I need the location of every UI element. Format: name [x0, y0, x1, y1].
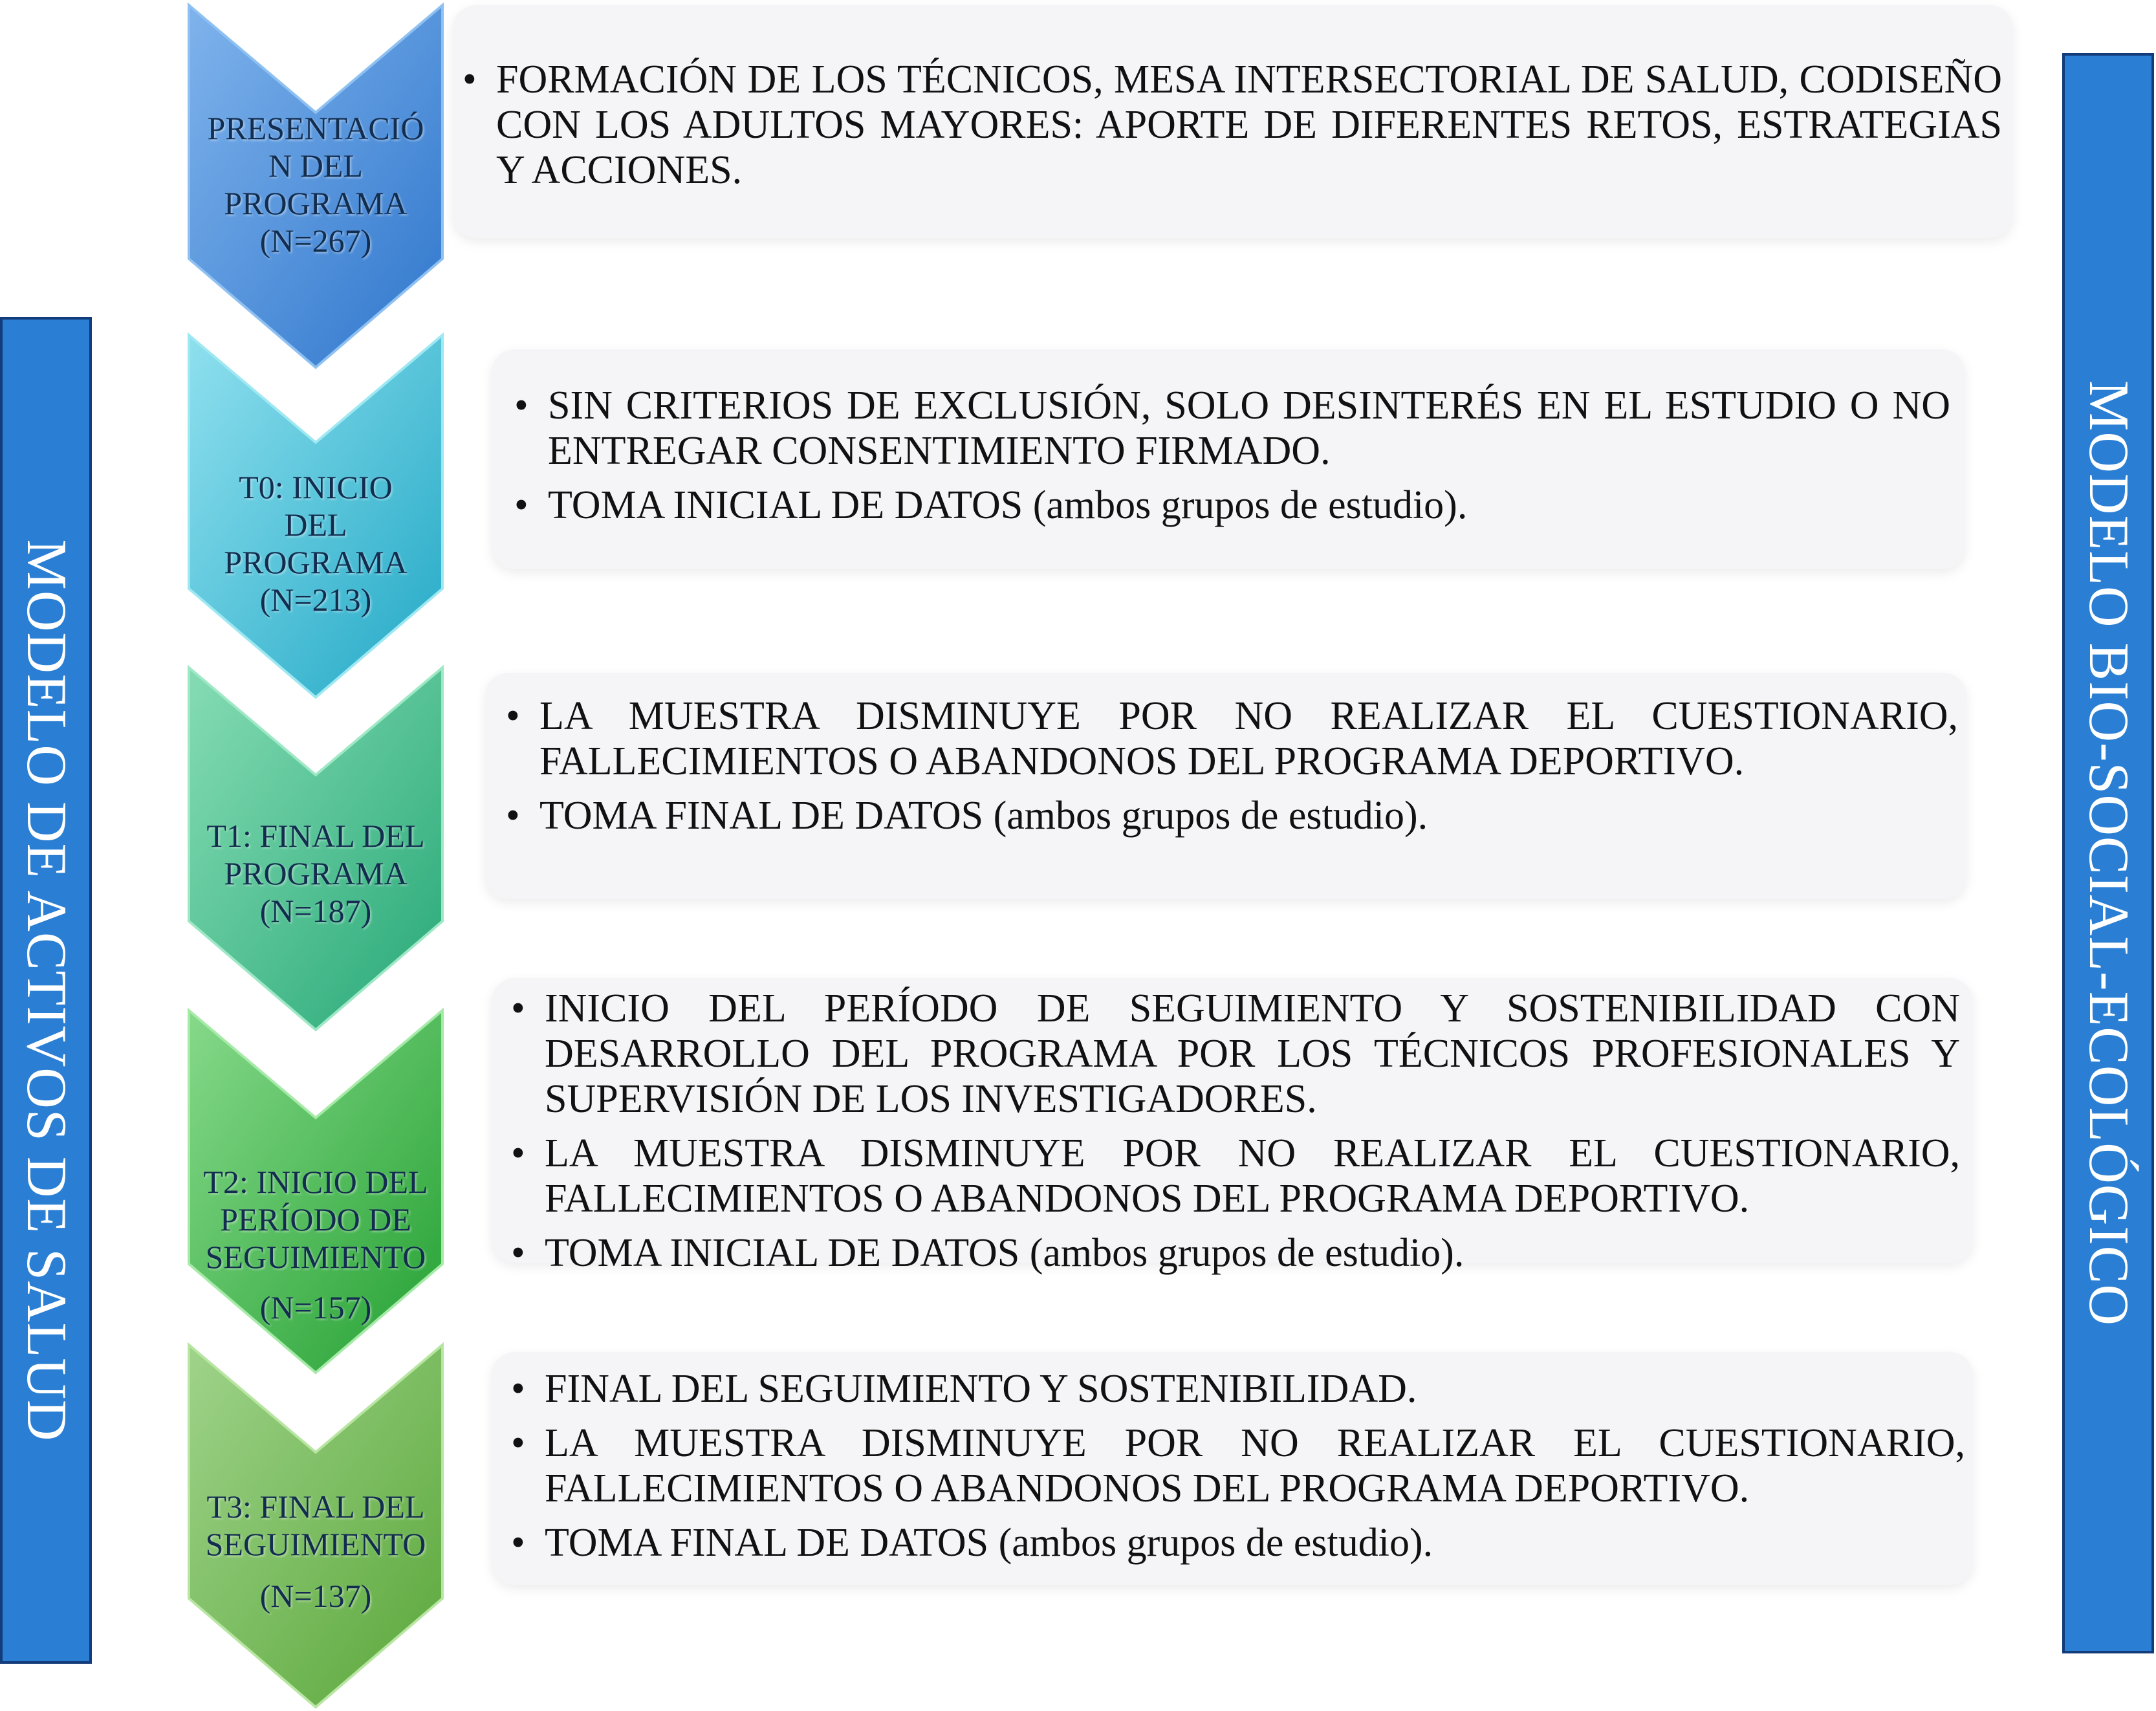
stage-4-bullet-3	[511, 1520, 1965, 1565]
stage-3-bullet-1-text: INICIO DEL PERÍODO DE SEGUIMIENTO Y SOSTENIBILIDAD CON DESARROLLO DEL PROGRAMA POR LOS TÉCNICOS PROFESIONALES Y SUPERVISIÓN DE LOS INVESTIGADORES.	[545, 986, 1960, 1121]
stage-2-bullet-2-suffix: (ambos grupos de estudio).	[983, 794, 1428, 838]
right-banner-text: MODELO BIO-SOCIAL-ECOLÓGICO	[2077, 380, 2140, 1326]
stage-3-bullet-list	[511, 986, 1960, 1285]
stage-4-label-line-3: (N=137)	[259, 1578, 372, 1614]
stage-0-bullet-1-text: FORMACIÓN DE LOS TÉCNICOS, MESA INTERSECTORIAL DE SALUD, CODISEÑO CON LOS ADULTOS MAYORES: APORTE DE DIFERENTES RETOS, ESTRATEGIAS Y ACCIONES.	[496, 58, 2002, 192]
stage-3-bullet-3-suffix: (ambos grupos de estudio).	[1019, 1231, 1465, 1275]
stage-1-label-line-3: PROGRAMA	[224, 544, 408, 580]
stage-1-label-line-2: DEL	[284, 507, 347, 543]
stage-4-bullet-list	[511, 1366, 1965, 1575]
stage-4-bullet-2-text: LA MUESTRA DISMINUYE POR NO REALIZAR EL CUESTIONARIO, FALLECIMIENTOS O ABANDONOS DEL PROGRAMA DEPORTIVO.	[545, 1421, 1965, 1510]
stage-2-bullet-1-text: LA MUESTRA DISMINUYE POR NO REALIZAR EL CUESTIONARIO, FALLECIMIENTOS O ABANDONOS DEL PROGRAMA DEPORTIVO.	[539, 694, 1958, 783]
stage-2-bullet-2	[506, 793, 1958, 838]
stage-3-bullet-3	[511, 1230, 1960, 1276]
stage-2-label-line-2: PROGRAMA	[224, 855, 408, 891]
stage-4-bullet-1-text: FINAL DEL SEGUIMIENTO Y SOSTENIBILIDAD.	[545, 1367, 1417, 1411]
stage-2-label-line-1: T1: FINAL DEL	[206, 818, 425, 854]
stage-0-bullet-1	[463, 57, 2002, 193]
stage-3-bullet-1	[511, 986, 1960, 1122]
stage-2-label	[198, 817, 433, 930]
stage-2-chevron	[186, 665, 445, 1032]
stage-4-bullet-3-text: TOMA FINAL DE DATOS	[545, 1521, 989, 1565]
left-side-banner	[0, 317, 92, 1664]
stage-1-bullet-list	[514, 383, 1950, 537]
stage-0-bullet-list	[463, 57, 2002, 202]
stage-4-bullet-1	[511, 1366, 1965, 1411]
stage-0-label	[198, 109, 433, 259]
stage-0-label-line-1: PRESENTACIÓ	[207, 110, 424, 146]
stage-2-bullet-2-text: TOMA FINAL DE DATOS	[539, 794, 984, 838]
stage-3-bullet-3-text: TOMA INICIAL DE DATOS	[545, 1231, 1020, 1275]
stage-1-bullet-2-suffix: (ambos grupos de estudio).	[1023, 483, 1468, 527]
right-side-banner	[2062, 53, 2154, 1653]
stage-4-label-line-1: T3: FINAL DEL	[206, 1488, 425, 1525]
stage-0-chevron	[186, 3, 445, 370]
stage-0-label-line-4: (N=267)	[259, 223, 372, 259]
stage-4-label	[198, 1488, 433, 1615]
stage-1-bullet-1	[514, 383, 1950, 474]
stage-1-chevron	[186, 332, 445, 700]
stage-1-bullet-2-text: TOMA INICIAL DE DATOS	[548, 483, 1023, 527]
stage-3-bullet-2	[511, 1131, 1960, 1221]
stage-3-label-line-2: PERÍODO DE	[220, 1201, 411, 1237]
stage-3-chevron	[186, 1008, 445, 1375]
stage-3-label-line-3: SEGUIMIENTO	[205, 1239, 426, 1275]
stage-2-label-line-3: (N=187)	[259, 893, 372, 929]
stage-3-label-line-1: T2: INICIO DEL	[203, 1164, 428, 1200]
stage-3-label	[198, 1163, 433, 1326]
stage-1-bullet-2	[514, 483, 1950, 528]
stage-2-bullet-list	[506, 693, 1958, 847]
stage-1-bullet-1-text: SIN CRITERIOS DE EXCLUSIÓN, SOLO DESINTERÉS EN EL ESTUDIO O NO ENTREGAR CONSENTIMIENTO FIRMADO.	[548, 384, 1950, 473]
stage-4-label-line-2: SEGUIMIENTO	[205, 1526, 426, 1562]
stage-4-bullet-3-suffix: (ambos grupos de estudio).	[988, 1521, 1433, 1565]
stage-3-label-line-4: (N=157)	[259, 1289, 372, 1325]
stage-1-label	[198, 468, 433, 618]
left-banner-text: MODELO DE ACTIVOS DE SALUD	[15, 539, 78, 1442]
stage-1-label-line-4: (N=213)	[259, 582, 372, 618]
stage-3-bullet-2-text: LA MUESTRA DISMINUYE POR NO REALIZAR EL CUESTIONARIO, FALLECIMIENTOS O ABANDONOS DEL PROGRAMA DEPORTIVO.	[545, 1131, 1960, 1221]
stage-1-label-line-1: T0: INICIO	[239, 469, 393, 505]
stage-0-label-line-2: N DEL	[268, 147, 363, 184]
stage-4-chevron	[186, 1342, 445, 1710]
stage-2-bullet-1	[506, 693, 1958, 784]
stage-4-bullet-2	[511, 1421, 1965, 1511]
stage-0-label-line-3: PROGRAMA	[224, 185, 408, 221]
